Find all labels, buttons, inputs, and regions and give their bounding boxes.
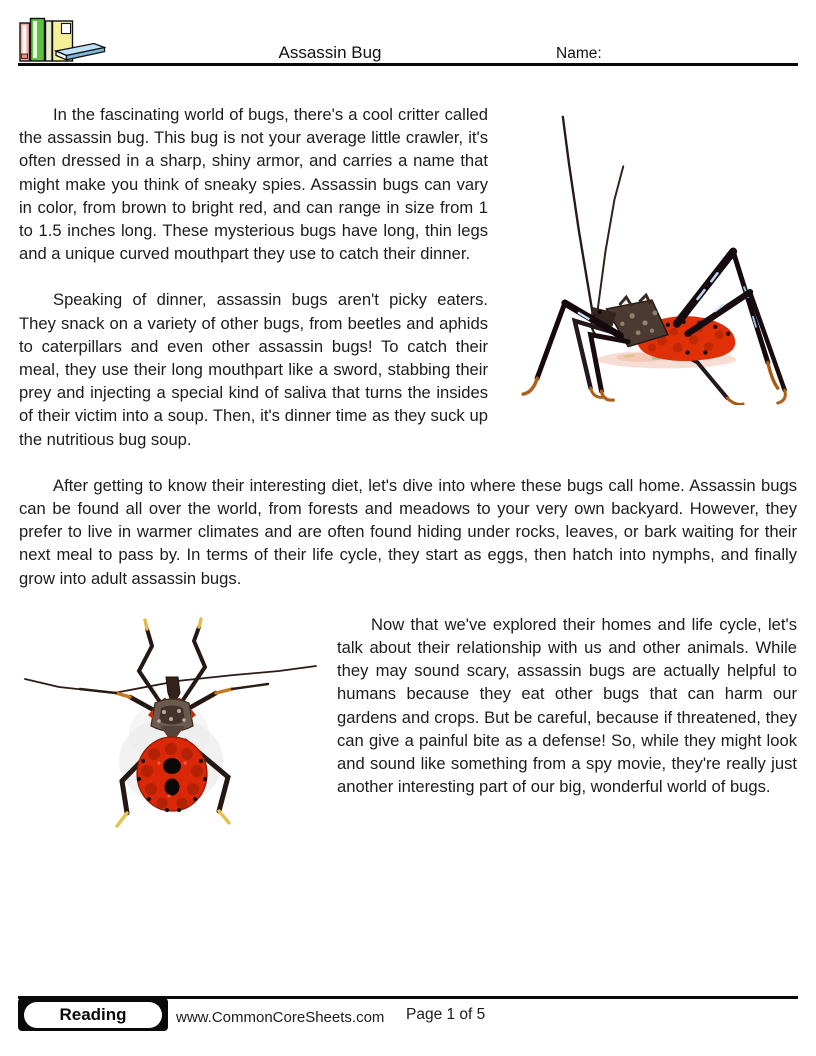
subject-badge	[18, 998, 168, 1031]
assassin-bug-side-photo	[502, 103, 797, 405]
passage-paragraph-1: In the fascinating world of bugs, there's a cool critter called the assassin bug. This bug is not your average little crawler, it's often dressed in a sharp, shiny armor, and carries a name that might make you think of sneaky spies. Assassin bugs can vary in color, from brown to bright red, and can range in size from 1 to 1.5 inches long. These mysterious bugs have long, thin legs and a unique curved mouthpart they use to catch their dinner.	[19, 105, 488, 264]
assassin-bug-top-photo	[19, 613, 321, 853]
passage-paragraph-3: After getting to know their interesting diet, let's dive into where these bugs call home. Assassin bugs can be found all over the world, from forests and meadows to your very own backyard. However, they prefer to live in warmer climates and are often found hiding under rocks, leaves, or bark waiting for their next meal to pass by. In terms of their life cycle, they start as eggs, then hatch into nymphs, and finally grow into adult assassin bugs.	[19, 475, 797, 588]
books-logo-icon	[18, 13, 106, 63]
page-number: Page 1 of 5	[406, 1006, 486, 1023]
passage-block-top	[19, 103, 797, 474]
reading-passage	[19, 66, 797, 857]
website-url: www.CommonCoreSheets.com	[176, 1009, 385, 1026]
name-label: Name:	[556, 45, 602, 62]
page-title: Assassin Bug	[278, 43, 382, 62]
header	[0, 0, 816, 66]
passage-paragraph-4: Now that we've explored their homes and life cycle, let's talk about their relationship with us and other animals. While they may sound scary, assassin bugs are actually helpful to humans because they eat other bugs that can harm our gardens and crops. But be careful, because if threatened, they can give a painful bite as a defense! So, while they might look and sound like something from a spy movie, they're really just another interesting part of our big, wonderful world of bugs.	[337, 614, 797, 797]
subject-badge-label: Reading	[24, 1002, 162, 1028]
passage-block-bottom	[19, 613, 797, 857]
passage-paragraph-2: Speaking of dinner, assassin bugs aren't picky eaters. They snack on a variety of other bugs, from beetles and aphids to caterpillars and even other assassin bugs! To catch their meal, they use their long mouthpart like a sword, stabbing their prey and injecting a special kind of saliva that turns the insides of their victim into a soup. Then, it's dinner time as they suck up the nutritious bug soup.	[19, 290, 488, 449]
